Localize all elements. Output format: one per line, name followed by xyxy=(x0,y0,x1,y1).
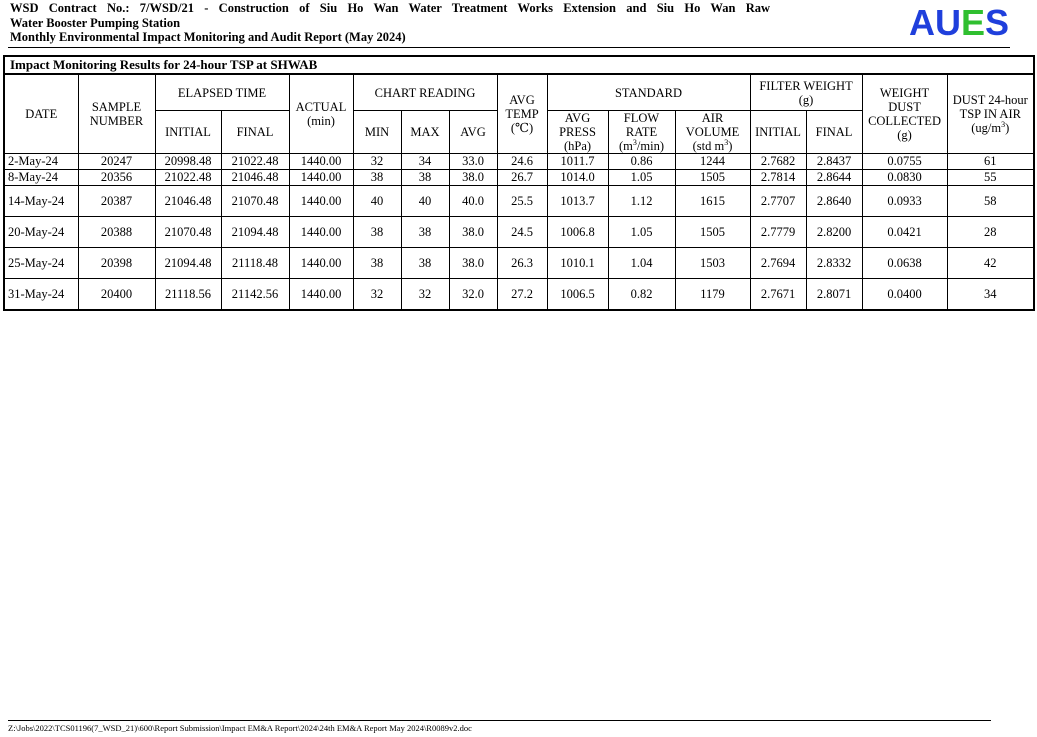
cell-min: 32 xyxy=(353,279,401,310)
cell-flow: 1.04 xyxy=(608,248,675,279)
footer-divider xyxy=(8,720,991,721)
cell-sample: 20356 xyxy=(78,170,155,186)
cell-press: 1006.5 xyxy=(547,279,608,310)
cell-volume: 1615 xyxy=(675,186,750,217)
logo-letter: U xyxy=(934,2,961,43)
unit-text: /min) xyxy=(636,139,664,153)
cell-max: 38 xyxy=(401,170,449,186)
header-air-volume-unit xyxy=(693,139,733,153)
cell-weight: 0.0755 xyxy=(862,154,947,170)
cell-flow: 0.82 xyxy=(608,279,675,310)
header-actual-label: ACTUAL xyxy=(295,100,347,114)
logo-letter: E xyxy=(960,2,985,43)
header-actual xyxy=(289,75,353,154)
cell-temp: 24.6 xyxy=(497,154,547,170)
header-filter-final: FINAL xyxy=(806,111,862,154)
cell-et-initial: 21022.48 xyxy=(155,170,221,186)
cell-et-initial: 20998.48 xyxy=(155,154,221,170)
cell-volume: 1505 xyxy=(675,217,750,248)
cell-weight: 0.0830 xyxy=(862,170,947,186)
table-row xyxy=(5,186,1033,217)
cell-et-final: 21142.56 xyxy=(221,279,289,310)
header-filter-initial: INITIAL xyxy=(750,111,806,154)
cell-temp: 25.5 xyxy=(497,186,547,217)
header-air-volume xyxy=(675,111,750,154)
header-chart-min: MIN xyxy=(353,111,401,154)
cell-max: 34 xyxy=(401,154,449,170)
table-body xyxy=(5,154,1033,310)
aues-logo xyxy=(909,3,1009,43)
cell-temp: 27.2 xyxy=(497,279,547,310)
cell-et-final: 21118.48 xyxy=(221,248,289,279)
cell-actual: 1440.00 xyxy=(289,248,353,279)
cell-avg: 40.0 xyxy=(449,186,497,217)
header-filter-weight: FILTER WEIGHT (g) xyxy=(750,75,862,111)
cell-fw-initial: 2.7682 xyxy=(750,154,806,170)
cell-weight: 0.0400 xyxy=(862,279,947,310)
header-avg-press-label: AVG PRESS xyxy=(559,111,596,139)
cell-sample: 20398 xyxy=(78,248,155,279)
cell-date: 8-May-24 xyxy=(5,170,78,186)
unit-superscript: 3 xyxy=(632,137,637,147)
header-actual-unit: (min) xyxy=(307,114,335,128)
header-sample-number: SAMPLE NUMBER xyxy=(78,75,155,154)
cell-date: 25-May-24 xyxy=(5,248,78,279)
cell-press: 1010.1 xyxy=(547,248,608,279)
cell-fw-initial: 2.7694 xyxy=(750,248,806,279)
header-chart-max: MAX xyxy=(401,111,449,154)
cell-avg: 33.0 xyxy=(449,154,497,170)
header-dust-tsp xyxy=(947,75,1033,154)
cell-temp: 26.7 xyxy=(497,170,547,186)
cell-volume: 1505 xyxy=(675,170,750,186)
table-row xyxy=(5,154,1033,170)
header-chart-reading: CHART READING xyxy=(353,75,497,111)
cell-fw-initial: 2.7814 xyxy=(750,170,806,186)
cell-et-final: 21046.48 xyxy=(221,170,289,186)
header-flow-rate-unit xyxy=(619,139,664,153)
table-row xyxy=(5,279,1033,310)
header-elapsed-initial: INITIAL xyxy=(155,111,221,154)
header-chart-avg: AVG xyxy=(449,111,497,154)
cell-avg: 38.0 xyxy=(449,217,497,248)
cell-flow: 0.86 xyxy=(608,154,675,170)
cell-temp: 24.5 xyxy=(497,217,547,248)
cell-weight: 0.0638 xyxy=(862,248,947,279)
cell-actual: 1440.00 xyxy=(289,217,353,248)
cell-et-final: 21022.48 xyxy=(221,154,289,170)
cell-sample: 20400 xyxy=(78,279,155,310)
cell-press: 1006.8 xyxy=(547,217,608,248)
cell-actual: 1440.00 xyxy=(289,279,353,310)
tsp-results-table xyxy=(5,75,1033,309)
cell-et-initial: 21094.48 xyxy=(155,248,221,279)
cell-date: 14-May-24 xyxy=(5,186,78,217)
cell-tsp: 61 xyxy=(947,154,1033,170)
header-avg-temp-unit: (℃) xyxy=(510,121,534,135)
cell-et-final: 21094.48 xyxy=(221,217,289,248)
header-divider xyxy=(8,47,1010,48)
cell-weight: 0.0421 xyxy=(862,217,947,248)
unit-text: ) xyxy=(1005,121,1010,135)
cell-volume: 1503 xyxy=(675,248,750,279)
cell-actual: 1440.00 xyxy=(289,186,353,217)
cell-max: 38 xyxy=(401,248,449,279)
header-weight-dust xyxy=(862,75,947,154)
unit-text: ) xyxy=(728,139,733,153)
header-flow-rate xyxy=(608,111,675,154)
header-avg-press xyxy=(547,111,608,154)
header-avg-press-unit: (hPa) xyxy=(563,139,592,153)
header-weight-dust-label: WEIGHT DUST COLLECTED xyxy=(868,86,941,128)
cell-actual: 1440.00 xyxy=(289,170,353,186)
cell-volume: 1179 xyxy=(675,279,750,310)
header-elapsed-final: FINAL xyxy=(221,111,289,154)
cell-fw-final: 2.8644 xyxy=(806,170,862,186)
tsp-results-table-frame xyxy=(3,55,1035,311)
cell-fw-final: 2.8200 xyxy=(806,217,862,248)
cell-actual: 1440.00 xyxy=(289,154,353,170)
contract-title-line2: Water Booster Pumping Station xyxy=(10,15,181,30)
header-dust-tsp-label: DUST 24-hour TSP IN AIR xyxy=(952,93,1028,121)
cell-sample: 20388 xyxy=(78,217,155,248)
cell-tsp: 58 xyxy=(947,186,1033,217)
cell-max: 40 xyxy=(401,186,449,217)
cell-date: 20-May-24 xyxy=(5,217,78,248)
table-row xyxy=(5,217,1033,248)
cell-tsp: 42 xyxy=(947,248,1033,279)
header-dust-tsp-unit xyxy=(971,121,1009,135)
cell-fw-initial: 2.7779 xyxy=(750,217,806,248)
unit-superscript: 3 xyxy=(724,137,729,147)
cell-et-initial: 21046.48 xyxy=(155,186,221,217)
unit-text: (std m xyxy=(692,139,725,153)
cell-flow: 1.05 xyxy=(608,217,675,248)
contract-title-line1: WSD Contract No.: 7/WSD/21 - Construction of Siu Ho Wan Water Treatment Works Extension and Siu Ho Wan Raw xyxy=(10,1,770,15)
table-row xyxy=(5,248,1033,279)
cell-fw-final: 2.8640 xyxy=(806,186,862,217)
unit-text: (ug/m xyxy=(971,121,1002,135)
cell-date: 31-May-24 xyxy=(5,279,78,310)
document-header xyxy=(10,1,770,45)
cell-avg: 38.0 xyxy=(449,248,497,279)
cell-tsp: 55 xyxy=(947,170,1033,186)
cell-sample: 20247 xyxy=(78,154,155,170)
header-avg-temp-label: AVG TEMP xyxy=(505,93,539,121)
cell-fw-initial: 2.7707 xyxy=(750,186,806,217)
cell-press: 1013.7 xyxy=(547,186,608,217)
file-path-footer: Z:\Jobs\2022\TCS01196(7_WSD_21)\600\Report Submission\Impact EM&A Report\2024\24th EM&A Report May 2024\R0089v2.doc xyxy=(8,723,472,733)
cell-tsp: 28 xyxy=(947,217,1033,248)
table-caption: Impact Monitoring Results for 24-hour TSP at SHWAB xyxy=(5,57,1033,75)
cell-min: 40 xyxy=(353,186,401,217)
cell-weight: 0.0933 xyxy=(862,186,947,217)
cell-fw-final: 2.8332 xyxy=(806,248,862,279)
cell-temp: 26.3 xyxy=(497,248,547,279)
header-standard: STANDARD xyxy=(547,75,750,111)
cell-max: 38 xyxy=(401,217,449,248)
table-row xyxy=(5,170,1033,186)
header-avg-temp xyxy=(497,75,547,154)
cell-avg: 32.0 xyxy=(449,279,497,310)
cell-fw-final: 2.8071 xyxy=(806,279,862,310)
cell-et-initial: 21070.48 xyxy=(155,217,221,248)
logo-letter: S xyxy=(984,2,1009,43)
unit-text: (m xyxy=(619,139,633,153)
cell-max: 32 xyxy=(401,279,449,310)
cell-date: 2-May-24 xyxy=(5,154,78,170)
cell-et-final: 21070.48 xyxy=(221,186,289,217)
cell-avg: 38.0 xyxy=(449,170,497,186)
cell-min: 32 xyxy=(353,154,401,170)
header-flow-rate-label: FLOW RATE xyxy=(623,111,660,139)
cell-fw-initial: 2.7671 xyxy=(750,279,806,310)
cell-min: 38 xyxy=(353,217,401,248)
cell-tsp: 34 xyxy=(947,279,1033,310)
cell-volume: 1244 xyxy=(675,154,750,170)
cell-min: 38 xyxy=(353,170,401,186)
cell-et-initial: 21118.56 xyxy=(155,279,221,310)
cell-press: 1014.0 xyxy=(547,170,608,186)
cell-flow: 1.12 xyxy=(608,186,675,217)
header-air-volume-label: AIR VOLUME xyxy=(685,111,740,139)
logo-letter: A xyxy=(908,2,935,43)
header-date: DATE xyxy=(5,75,78,154)
cell-flow: 1.05 xyxy=(608,170,675,186)
header-elapsed-time: ELAPSED TIME xyxy=(155,75,289,111)
cell-press: 1011.7 xyxy=(547,154,608,170)
cell-sample: 20387 xyxy=(78,186,155,217)
report-title: Monthly Environmental Impact Monitoring and Audit Report (May 2024) xyxy=(10,30,406,44)
cell-min: 38 xyxy=(353,248,401,279)
unit-superscript: 3 xyxy=(1001,119,1006,129)
header-weight-dust-unit: (g) xyxy=(897,128,912,142)
cell-fw-final: 2.8437 xyxy=(806,154,862,170)
